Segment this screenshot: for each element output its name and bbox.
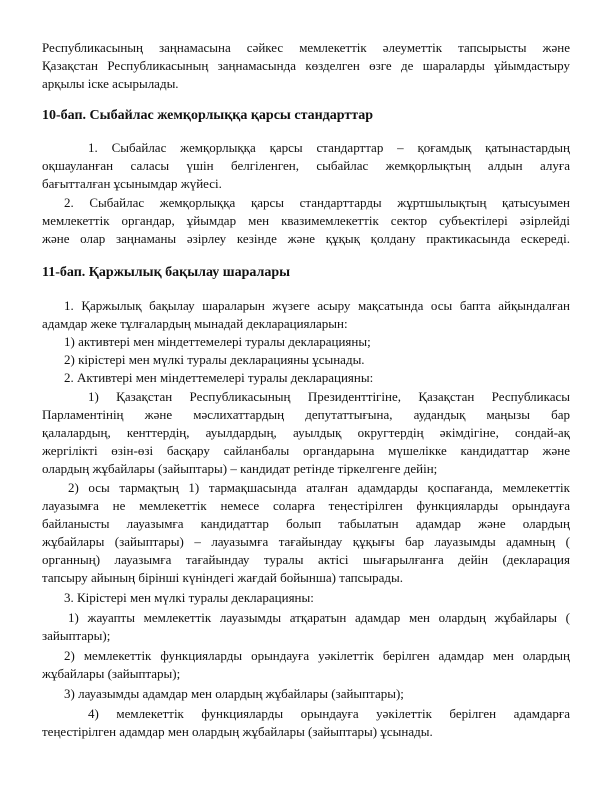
article-11-p2-item1-line: олардың жұбайлары (зайыптары) – кандидат ретінде тіркелгенге дейін; bbox=[42, 461, 438, 476]
article-11-p2-item2-line: лауазымға не мемлекеттік немесе соларға теңестірілген функцияларды орындауға bbox=[42, 498, 570, 513]
article-11-p3-item4-line: теңестірілген адамдар мен олардың жұбайлары (зайыптары) ұсынады. bbox=[42, 724, 433, 739]
intro-line: арқылы іске асырылады. bbox=[42, 76, 179, 91]
intro-line: Қазақстан Республикасының заңнамасында көзделген өзге де шараларды ұйымдастыру bbox=[42, 58, 570, 73]
intro-line: Республикасының заңнамасына сәйкес мемлекеттік әлеуметтік тапсырысты және bbox=[42, 40, 570, 55]
article-11-p2-item1-line: жергілікті өзін-өзі басқару сайланбалы органдарына мүшелікке кандидаттар және bbox=[42, 443, 570, 458]
article-11-p2-title: 2. Активтері мен міндеттемелері туралы декларацияны: bbox=[64, 370, 374, 385]
article-10-p1-line: 1. Сыбайлас жемқорлыққа қарсы стандарттар – қоғамдық қатынастардың bbox=[88, 140, 570, 155]
article-11-p2-item1-line: 1) Қазақстан Республикасының Президенттігіне, Қазақстан Республикасы bbox=[88, 389, 570, 404]
article-11-p3-title: 3. Кірістері мен мүлкі туралы декларацияны: bbox=[64, 590, 314, 605]
article-10-heading: 10-бап. Сыбайлас жемқорлыққа қарсы стандарттар bbox=[42, 108, 374, 123]
article-11-p3-item1-line: 1) жауапты мемлекеттік лауазымды атқаратын адамдар мен олардың жұбайлары ( bbox=[68, 610, 570, 625]
article-11-p2-item1-line: қалалардың, кенттердің, ауылдардың, ауылдық округтердің әкімдігіне, сондай-ақ bbox=[42, 425, 570, 440]
article-11-p1-item: 2) кірістері мен мүлкі туралы декларацияны ұсынады. bbox=[64, 352, 365, 367]
article-11-p3-item4-line: 4) мемлекеттік функцияларды орындауға уәкілеттік берілген адамдарға bbox=[88, 706, 570, 721]
article-10-p1-line: оқшауланған саласы үшін белгіленген, сыбайлас жемқорлықтың алдын алуға bbox=[42, 158, 570, 173]
article-11-p3-item2-line: жұбайлары (зайыптары); bbox=[42, 666, 181, 681]
article-10-p2-line: және олар заңнаманы әзірлеу кезінде және құқық қолдану практикасында ескереді. bbox=[42, 231, 570, 246]
article-11-p1-item: 1) активтері мен міндеттемелері туралы декларацияны; bbox=[64, 334, 371, 349]
article-10-p2-line: мемлекеттік органдар, ұйымдар мен квазимемлекеттік сектор субъектілері әзірлейді bbox=[42, 213, 570, 228]
article-11-p3-item3: 3) лауазымды адамдар мен олардың жұбайлары (зайыптары); bbox=[64, 686, 404, 701]
article-11-p2-item2-line: жұбайлары (зайыптары) – лауазымға тағайындау құқығы бар лауазымды адамның ( bbox=[42, 534, 570, 549]
article-11-p2-item2-line: 2) осы тармақтың 1) тармақшасында аталған адамдарды қоспағанда, мемлекеттік bbox=[68, 480, 570, 495]
article-11-p2-item2-line: тапсыру айының бірінші күніндегі жағдай бойынша) тапсырады. bbox=[42, 570, 403, 585]
article-11-p1-line: 1. Қаржылық бақылау шараларын жүзеге асыру мақсатында осы бапта айқындалған bbox=[64, 298, 570, 313]
article-11-p2-item2-line: органның) лауазымға тағайындау туралы актісі шығарылғанға дейін (декларация bbox=[42, 552, 570, 567]
article-10-p1-line: бағытталған ұсынымдар жүйесі. bbox=[42, 176, 222, 191]
article-11-p2-item1-line: Парламентінің және мәслихаттардың депутаттығына, аудандық маңызы бар bbox=[42, 407, 570, 422]
article-11-p3-item2-line: 2) мемлекеттік функцияларды орындауға уәкілеттік берілген адамдар мен олардың bbox=[64, 648, 570, 663]
article-10-p2-line: 2. Сыбайлас жемқорлыққа қарсы стандарттарды жұртшылықтың қатысуымен bbox=[64, 195, 570, 210]
article-11-p1-line: адамдар жеке тұлғалардың мынадай декларацияларын: bbox=[42, 316, 348, 331]
article-11-p3-item1-line: зайыптары); bbox=[42, 628, 111, 643]
article-11-p2-item2-line: байланысты лауазымға кандидаттар болып табылатын адамдар және олардың bbox=[42, 516, 570, 531]
article-11-heading: 11-бап. Қаржылық бақылау шаралары bbox=[42, 265, 291, 280]
